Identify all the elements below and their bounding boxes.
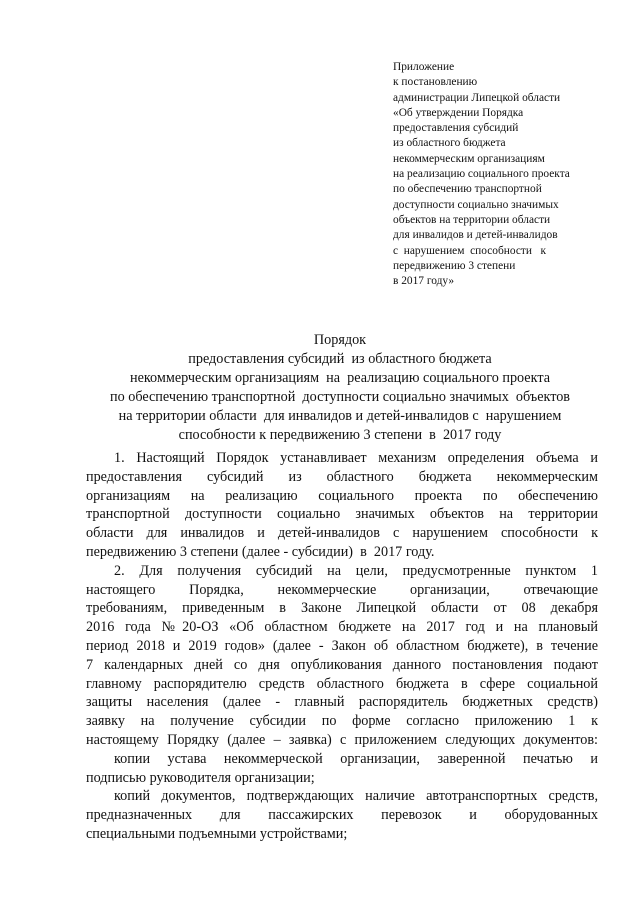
document-body <box>86 449 598 844</box>
document-title <box>60 331 620 445</box>
appendix-line: Приложение <box>393 61 455 73</box>
body-line: предоставления субсидий из областного бюджета некоммерческим <box>86 468 598 485</box>
appendix-line: к постановлению <box>393 76 478 89</box>
appendix-line: из областного бюджета <box>393 137 506 150</box>
body-line: транспортной доступности социально значимых объектов на территории <box>86 506 598 523</box>
body-line: предназначенных для пассажирских перевозок и оборудованных <box>86 807 598 824</box>
body-line: требованиям, приведенным в Законе Липецкой области от 08 декабря <box>86 600 598 617</box>
body-line: 7 календарных дней со дня опубликования данного постановления подают <box>86 656 598 673</box>
appendix-line: предоставления субсидий <box>393 122 519 135</box>
body-line: 1. Настоящий Порядок устанавливает механизм определения объема и <box>114 450 598 466</box>
body-line: организациям на реализацию социального проекта по обеспечению <box>86 487 598 504</box>
body-line: специальными подъемными устройствами; <box>86 825 348 842</box>
body-line: защиты населения (далее - главный распорядитель бюджетных средств) <box>86 694 598 711</box>
title-line: предоставления субсидий из областного бюджета <box>188 351 492 367</box>
body-line: настоящего Порядка, некоммерческие организации, отвечающие <box>86 581 598 598</box>
body-line: 2016 года №20-ОЗ «Об областном бюджете на 2017 год и на плановый <box>86 619 598 636</box>
body-line: период 2018 и 2019 годов» (далее - Закон об областном бюджете), в течение <box>86 637 598 654</box>
title-line: способности к передвижению 3 степени в 2017 году <box>178 427 502 443</box>
body-line: подписью руководителя организации; <box>86 769 315 786</box>
title-line: по обеспечению транспортной доступности социально значимых объектов <box>110 389 570 405</box>
body-line: главному распорядителю средств областного бюджета в сфере социальной <box>86 675 598 692</box>
body-line: заявку на получение субсидии по форме согласно приложению 1 к <box>86 713 598 730</box>
appendix-line: объектов на территории области <box>393 213 551 226</box>
body-line: 2. Для получения субсидий на цели, предусмотренные пунктом 1 <box>114 562 598 579</box>
appendix-line: на реализацию социального проекта <box>393 168 570 181</box>
appendix-header <box>393 60 628 289</box>
appendix-line: доступности социально значимых <box>393 198 559 211</box>
title-line: некоммерческим организациям на реализацию социального проекта <box>130 370 550 386</box>
body-line: настоящему Порядку (далее – заявка) с приложением следующих документов: <box>86 731 598 748</box>
appendix-line: в 2017 году» <box>393 275 455 288</box>
body-line: копии устава некоммерческой организации, заверенной печатью и <box>114 750 598 767</box>
body-line: копий документов, подтверждающих наличие автотранспортных средств, <box>114 788 598 805</box>
appendix-line: передвижению 3 степени <box>393 259 516 272</box>
title-line: на территории области для инвалидов и детей-инвалидов с нарушением <box>118 408 562 424</box>
appendix-line: «Об утверждении Порядка <box>393 106 524 119</box>
appendix-line: некоммерческим организациям <box>393 152 545 165</box>
body-line: области для инвалидов и детей-инвалидов с нарушением способности к <box>86 525 598 542</box>
appendix-line: администрации Липецкой области <box>393 91 561 104</box>
appendix-line: для инвалидов и детей-инвалидов <box>393 229 558 242</box>
title-line: Порядок <box>313 332 367 348</box>
body-line: передвижению 3 степени (далее - субсидии) в 2017 году. <box>86 543 435 560</box>
appendix-line: по обеспечению транспортной <box>393 183 542 196</box>
appendix-line: с нарушением способности к <box>393 244 547 257</box>
